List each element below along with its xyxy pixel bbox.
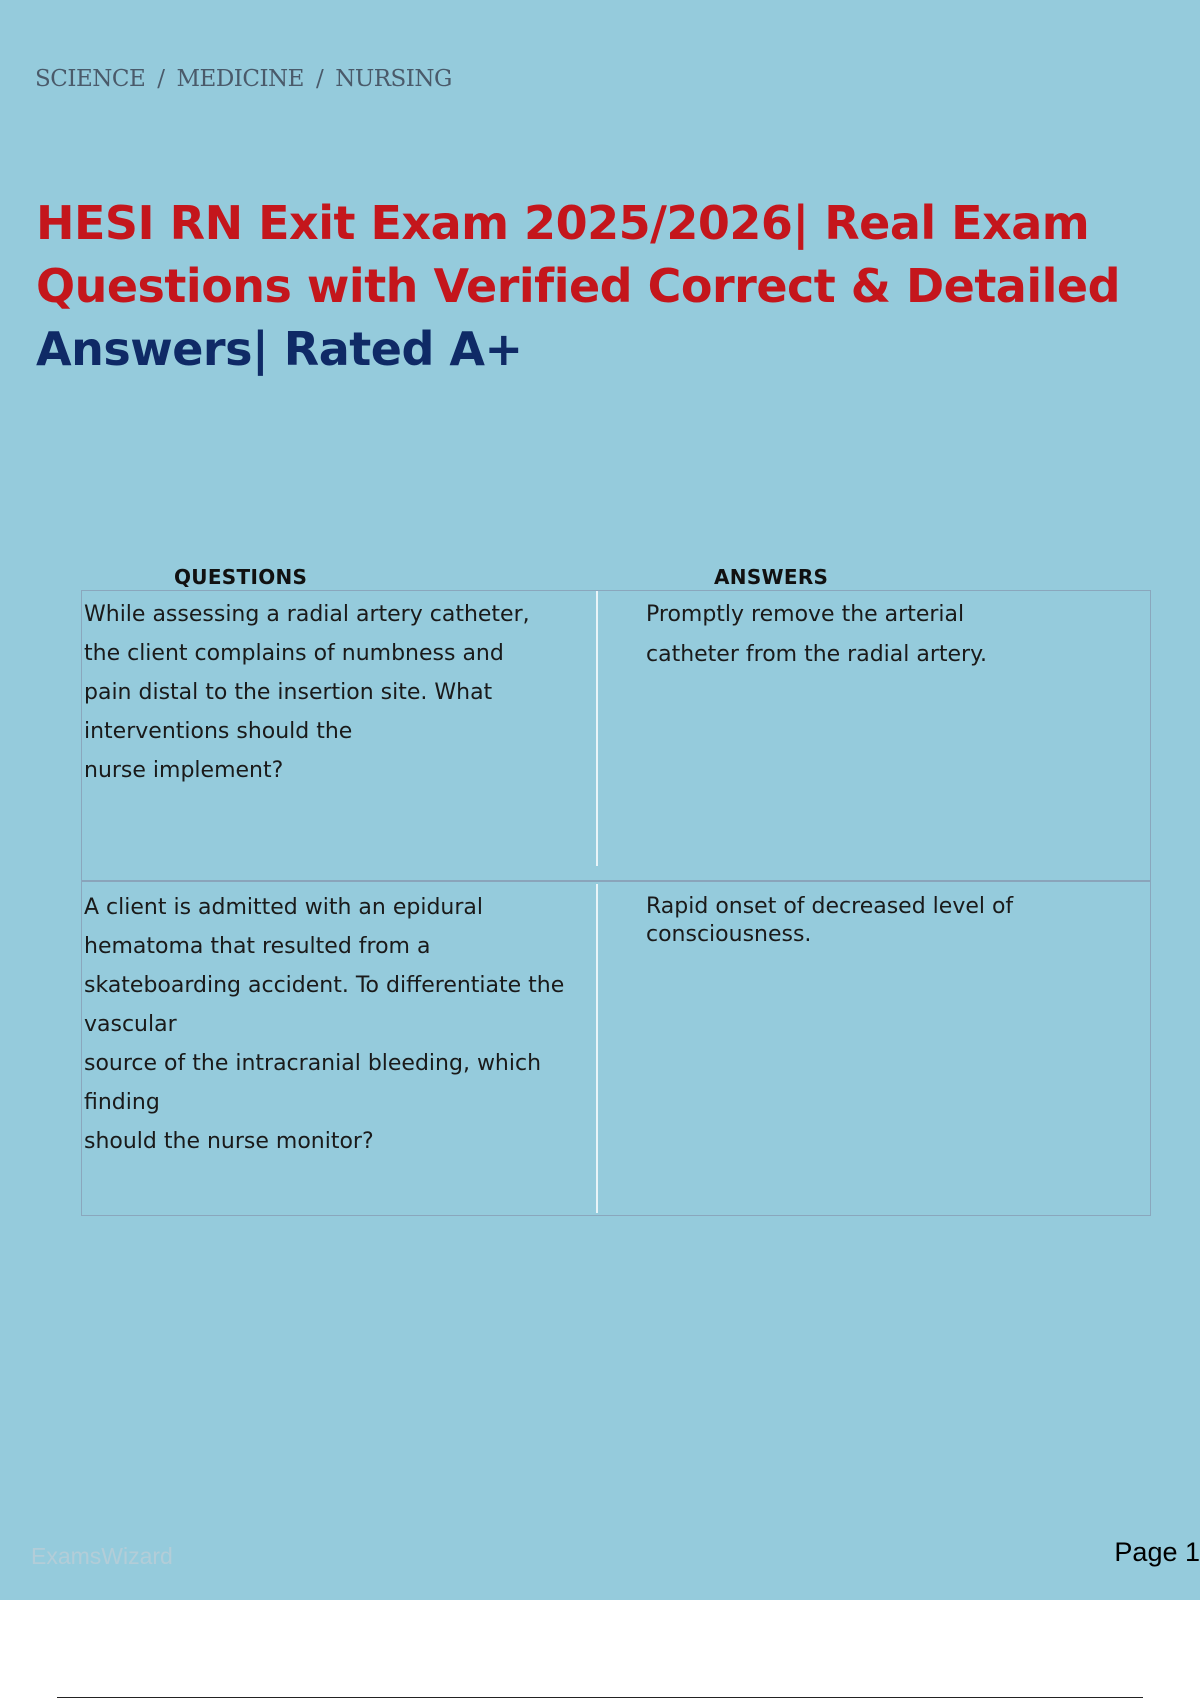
- page-number: Page 1: [1114, 1537, 1200, 1567]
- column-divider: [596, 884, 598, 1213]
- breadcrumb-separator: /: [157, 66, 165, 92]
- breadcrumb-item-science[interactable]: SCIENCE: [35, 66, 146, 92]
- question-cell: While assessing a radial artery catheter, the client complains of numbness and pain distal to the insertion site. What interventions should the nurse implement?: [84, 602, 530, 783]
- title-line-2: Questions with Verified Correct & Detailed: [36, 259, 1121, 313]
- title-line-1: HESI RN Exit Exam 2025/2026| Real Exam: [36, 196, 1090, 250]
- answer-cell: Rapid onset of decreased level of consciousness.: [646, 894, 1014, 947]
- table-row: [82, 591, 1150, 882]
- questions-column-header: QUESTIONS: [174, 565, 308, 589]
- answer-cell: Promptly remove the arterial catheter from the radial artery.: [646, 602, 987, 667]
- page-divider: [57, 1697, 1143, 1698]
- question-cell: A client is admitted with an epidural hematoma that resulted from a skateboarding accident. To differentiate the vascular source of the intracranial bleeding, which finding should the nurse monitor?: [84, 895, 565, 1154]
- watermark-brand: ExamsWizard: [31, 1543, 173, 1569]
- breadcrumb-separator: /: [315, 66, 324, 92]
- title-line-3: Answers| Rated A+: [36, 322, 523, 376]
- table-row: [82, 884, 1150, 1215]
- document-title: [36, 192, 1176, 381]
- breadcrumb: [35, 66, 452, 92]
- breadcrumb-item-nursing[interactable]: NURSING: [335, 66, 452, 92]
- breadcrumb-item-medicine[interactable]: MEDICINE: [176, 66, 304, 92]
- answers-column-header: ANSWERS: [714, 565, 829, 589]
- column-divider: [596, 591, 598, 866]
- qa-table: [81, 590, 1151, 1216]
